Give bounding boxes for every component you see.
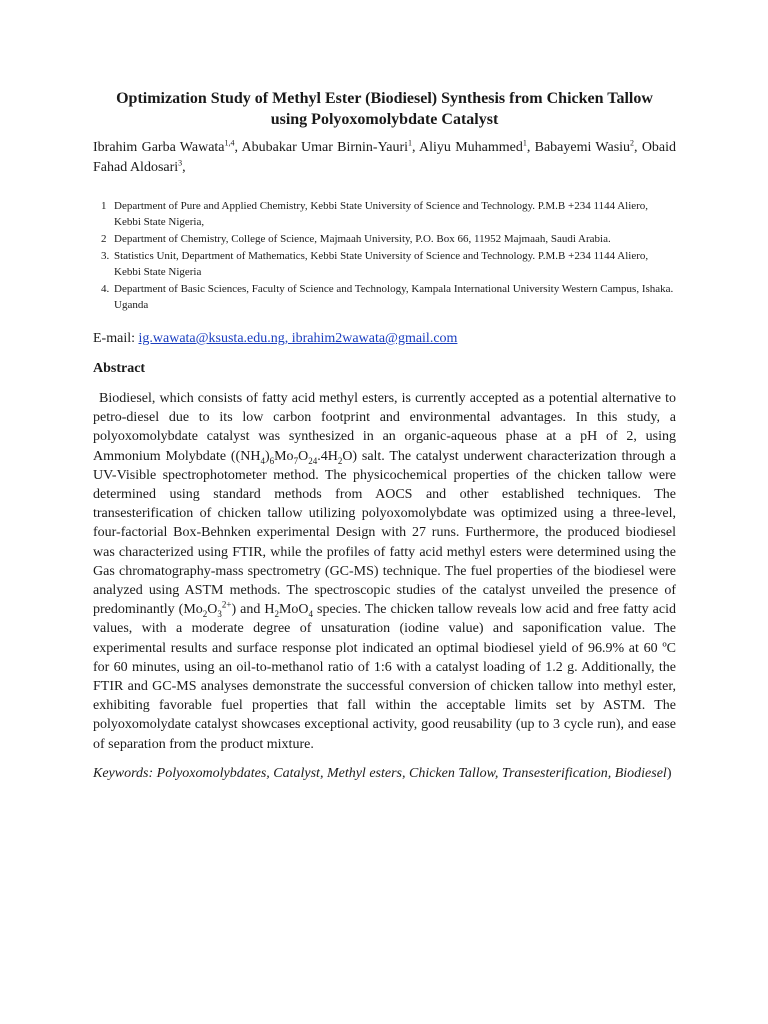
keywords-close: ) (666, 765, 672, 781)
keywords-text: Keywords: Polyoxomolybdates, Catalyst, Methyl esters, Chicken Tallow, Transesterification, Biodiesel (93, 765, 667, 781)
author-affil-sup: 3 (178, 158, 183, 168)
affiliation-text: Statistics Unit, Department of Mathematics, Kebbi State University of Science and Technology. P.M.B +234 1144 Aliero, Kebbi State Nigeria (114, 250, 649, 278)
formula-part: ) and H (231, 602, 275, 618)
email-line (93, 329, 676, 349)
formula-subscript: 7 (293, 455, 299, 466)
author-affil-sup: 1,4 (224, 138, 235, 148)
formula-subscript: 3 (217, 609, 222, 620)
author-name: Babayemi Wasiu (534, 140, 631, 155)
formula-part: O (207, 602, 218, 618)
formula-part: .4H (317, 448, 338, 464)
affiliation-number: 3. (101, 250, 110, 262)
affiliation-item (101, 198, 676, 230)
formula-subscript: 2 (337, 455, 343, 466)
author-separator: , (526, 140, 535, 155)
affiliation-list (93, 198, 676, 313)
affiliation-text: Department of Pure and Applied Chemistry, Kebbi State University of Science and Technology. P.M.B +234 1144 Aliero, Kebbi State Nigeria, (114, 200, 649, 228)
formula-superscript: 2+ (221, 599, 232, 610)
formula-subscript: 4 (260, 455, 265, 466)
abstract-text: The catalyst underwent characterization through a UV-Visible spectrophotometer method. The physicochemical properties of the chicken tallow were determined using standard methods from AOCS and other established techniques. The transesterification of chicken tallow utilizing polyoxomolybdate was optimized using a three-level, four-factorial Box-Behnken experimental Design with 27 runs. Furthermore, the produced biodiesel was characterized using FTIR, while the profiles of fatty acid methyl esters were determined using the Gas chromatography-mass spectrometry (GC-MS) technique. The fuel properties of the biodiesel were analyzed using ASTM methods. The spectroscopic studies of the catalyst unveiled the presence of predominantly (Mo (93, 448, 676, 618)
affiliation-text: Department of Chemistry, College of Science, Majmaah University, P.O. Box 66, 11952 Majmaah, Saudi Arabia. (114, 233, 611, 245)
formula-part: O) salt. (342, 448, 385, 464)
affiliation-item (101, 231, 676, 247)
abstract-body (93, 389, 676, 754)
email-link[interactable]: ig.wawata@ksusta.edu.ng, ibrahim2wawata@gmail.com (138, 331, 458, 346)
affiliation-number: 1 (101, 200, 107, 212)
formula-part: MoO (278, 602, 309, 618)
affiliation-item (101, 281, 676, 313)
author-name: Obaid Fahad Aldosari (93, 140, 677, 175)
affiliation-number: 2 (101, 233, 107, 245)
affiliation-item (101, 248, 676, 280)
abstract-text: species. The chicken tallow reveals low acid and free fatty acid values, with a moderate degree of unsaturation (iodine value) and saponification value. The experimental results and surface response plot indicated an optimal biodiesel yield of 96.9% at 60 ºC for 60 minutes, using an oil-to-methanol ratio of 1:6 with a catalyst loading of 1.2 g. Additionally, the FTIR and GC-MS analyses demonstrate the successful conversion of chicken tallow into methyl ester, exhibiting favorable fuel properties that fall within the acceptable limits set by ASTM. The polyoxomolydate catalyst showcases exceptional activity, good reusability (up to 3 cycle run), and ease of separation from the product mixture. (93, 602, 676, 752)
formula-part: Mo (274, 448, 294, 464)
author-list (93, 138, 676, 178)
abstract-text: Biodiesel, which consists of fatty acid methyl esters, is currently accepted as a potential alternative to petro-diesel due to its low carbon footprint and environmental advantages. In this study, a polyoxomolybdate catalyst was synthesized in an organic-aqueous phase at a pH of 2, using Ammonium Molybdate ((NH (93, 391, 676, 464)
author-separator: , (182, 160, 186, 175)
author-affil-sup: 2 (630, 138, 635, 148)
affiliation-text: Department of Basic Sciences, Faculty of Science and Technology, Kampala International University Western Campus, Ishaka. Uganda (114, 283, 674, 311)
author-separator: , (234, 140, 242, 155)
author-affil-sup: 1 (408, 138, 413, 148)
paper-title: Optimization Study of Methyl Ester (Biodiesel) Synthesis from Chicken Tallow using Polyoxomolybdate Catalyst (116, 90, 653, 128)
formula-subscript: 2 (274, 609, 279, 620)
formula-part: O (298, 448, 309, 464)
abstract-heading: Abstract (93, 361, 146, 376)
formula-subscript: 24 (308, 455, 318, 466)
author-affil-sup: 1 (522, 138, 527, 148)
author-separator: , (634, 140, 642, 155)
author-name: Ibrahim Garba Wawata (93, 140, 225, 155)
email-label: E-mail: (93, 331, 139, 346)
keywords (93, 764, 676, 783)
formula-subscript: 6 (269, 455, 275, 466)
affiliation-number: 4. (101, 283, 110, 295)
author-name: Aliyu Muhammed (419, 140, 523, 155)
formula-part: ) (264, 448, 270, 464)
formula-subscript: 4 (308, 609, 314, 620)
author-name: Abubakar Umar Birnin-Yauri (241, 140, 409, 155)
formula-subscript: 2 (202, 609, 208, 620)
author-separator: , (412, 140, 420, 155)
